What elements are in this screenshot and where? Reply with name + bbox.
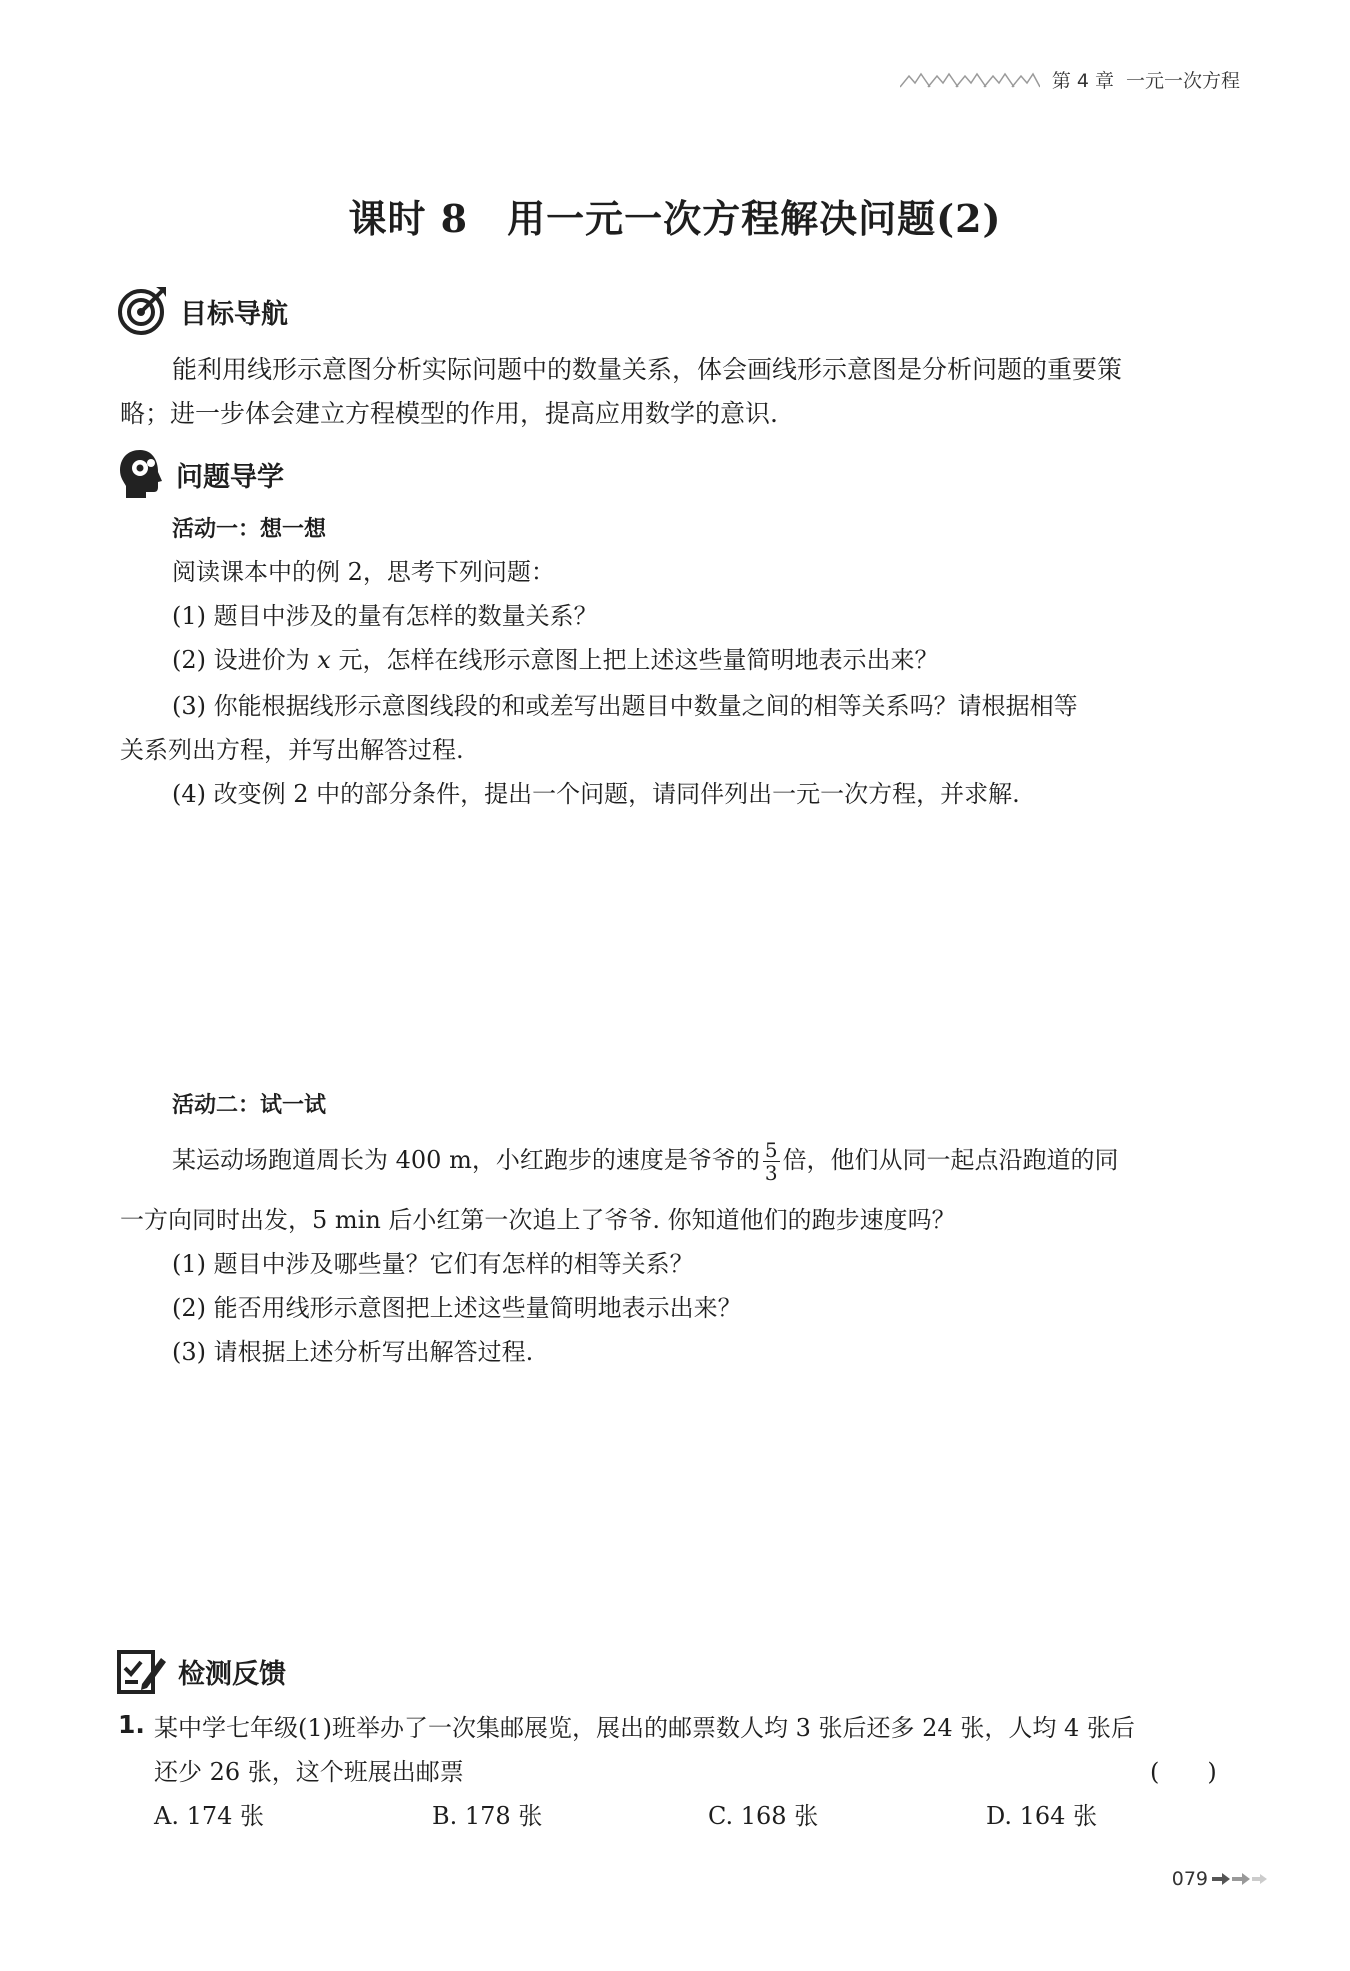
goal-section-heading (116, 285, 288, 337)
chapter-label: 第 4 章 (1051, 70, 1114, 92)
target-icon (116, 285, 168, 337)
activity1-question-4: (4) 改变例 2 中的部分条件，提出一个问题，请同伴列出一元一次方程，并求解. (172, 780, 1020, 808)
lesson-title: 课时 8 用一元一次方程解决问题(2) (348, 196, 1002, 241)
question-1-number: 1. (118, 1710, 145, 1739)
option-a: A. 174 张 (154, 1802, 265, 1830)
activity1-title: 活动一：想一想 (172, 517, 327, 542)
activity1-question-1: (1) 题目中涉及的量有怎样的数量关系？ (172, 602, 598, 630)
option-d: D. 164 张 (986, 1802, 1098, 1830)
chapter-title: 一元一次方程 (1125, 70, 1240, 92)
feedback-heading-text: 检测反馈 (178, 1658, 286, 1690)
answer-bracket: ( ) (1150, 1758, 1217, 1786)
activity2-question-1: (1) 题目中涉及哪些量？它们有怎样的相等关系？ (172, 1250, 694, 1278)
arrow-decoration-icon (1212, 1872, 1268, 1886)
goal-paragraph-line1: 能利用线形示意图分析实际问题中的数量关系，体会画线形示意图是分析问题的重要策 (172, 355, 1123, 384)
activity1-question-2: (2) 设进价为 x 元，怎样在线形示意图上把上述这些量简明地表示出来？ (172, 646, 939, 674)
question-1-line2: 还少 26 张，这个班展出邮票 (154, 1758, 464, 1786)
option-c: C. 168 张 (708, 1802, 819, 1830)
running-header (900, 66, 1240, 93)
feedback-section-heading (116, 1646, 286, 1696)
activity2-problem-line1: 某运动场跑道周长为 400 m，小红跑步的速度是爷爷的 $\frac{5}{3}$ 倍，他们从同一起点沿跑道的同 (172, 1138, 1119, 1185)
guide-heading-text: 问题导学 (176, 461, 284, 493)
goal-paragraph-line2: 略；进一步体会建立方程模型的作用，提高应用数学的意识. (120, 399, 778, 428)
activity2-problem-line2: 一方向同时出发，5 min 后小红第一次追上了爷爷. 你知道他们的跑步速度吗？ (120, 1206, 956, 1234)
head-gear-icon (116, 448, 164, 500)
activity1-intro: 阅读课本中的例 2，思考下列问题： (172, 558, 555, 586)
activity2-question-3: (3) 请根据上述分析写出解答过程. (172, 1338, 534, 1366)
question-1-line1: 某中学七年级(1)班举办了一次集邮展览，展出的邮票数人均 3 张后还多 24 张，人均 4 张后 (154, 1714, 1135, 1742)
fraction-five-thirds: $\frac{5}{3}$ (764, 1138, 778, 1185)
activity1-question-3-line2: 关系列出方程，并写出解答过程. (120, 736, 464, 764)
guide-section-heading (116, 448, 284, 500)
page-number (1172, 1868, 1268, 1890)
activity1-question-3-line1: (3) 你能根据线形示意图线段的和或差写出题目中数量之间的相等关系吗？请根据相等 (172, 692, 1078, 720)
activity2-title: 活动二：试一试 (172, 1093, 327, 1118)
checklist-pencil-icon (116, 1646, 166, 1696)
activity2-question-2: (2) 能否用线形示意图把上述这些量简明地表示出来？ (172, 1294, 742, 1322)
page-number-text: 079 (1171, 1868, 1208, 1890)
mountain-decoration-icon (900, 72, 1040, 88)
variable-x: x (317, 646, 331, 674)
goal-heading-text: 目标导航 (180, 298, 288, 330)
option-b: B. 178 张 (432, 1802, 543, 1830)
